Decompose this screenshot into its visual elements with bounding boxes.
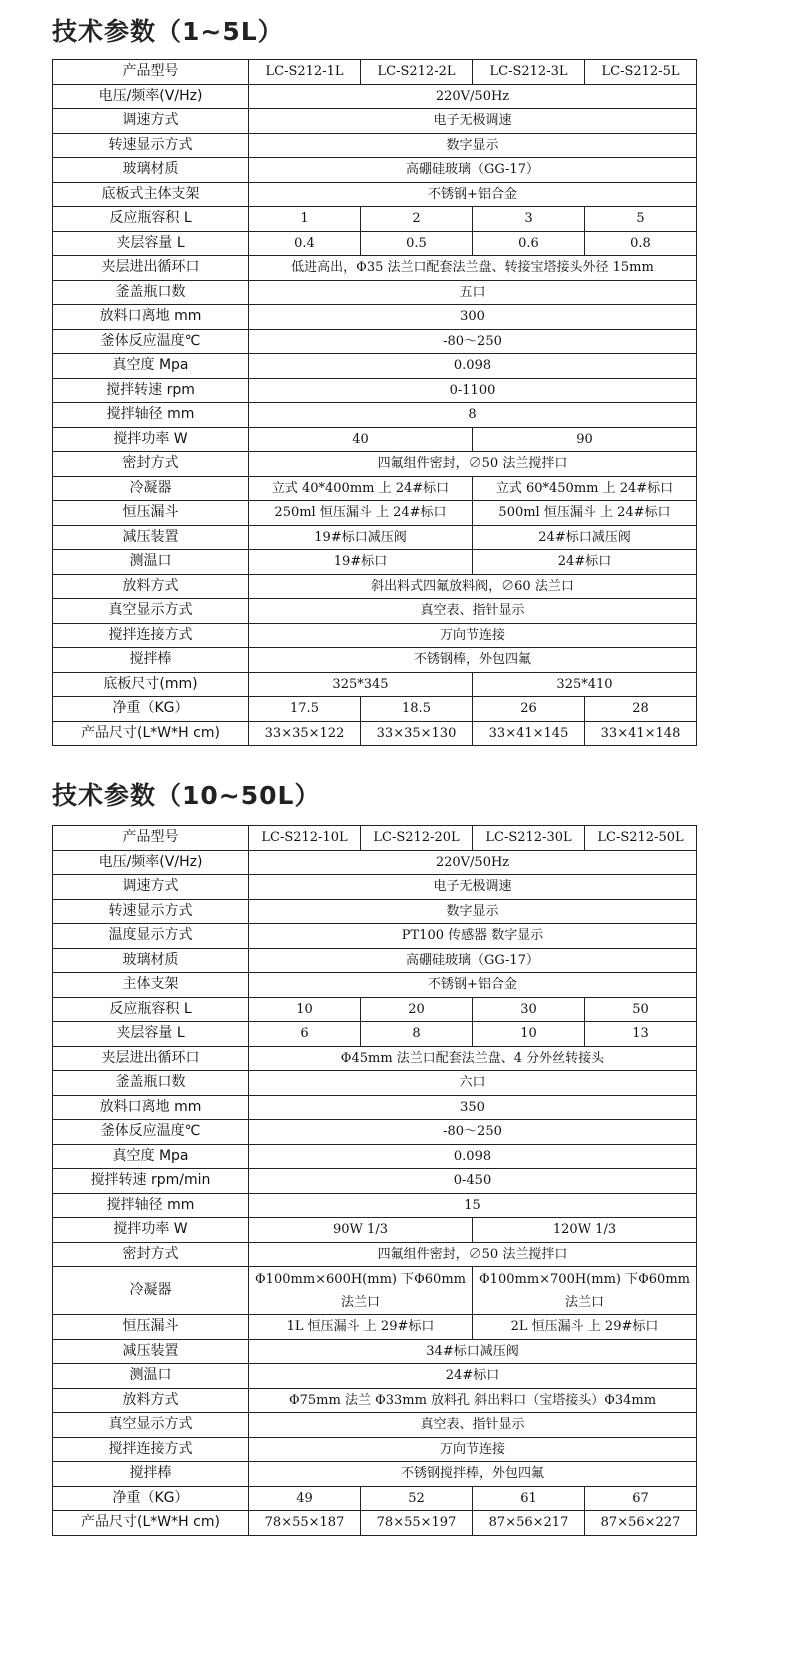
table-row [53,109,697,134]
table-row [53,1144,697,1169]
table-row [53,60,697,85]
cell-value: 50 [585,997,697,1022]
table-row [53,280,697,305]
row-label: 电压/频率(V/Hz) [53,84,249,109]
row-label: 真空显示方式 [53,599,249,624]
row-label: 底板尺寸(mm) [53,672,249,697]
cell-value: 24#标口减压阀 [473,525,697,550]
cell-value: 30 [473,997,585,1022]
cell-value: 1 [249,207,361,232]
cell-value: 数字显示 [249,133,697,158]
cell-value: 49 [249,1486,361,1511]
cell-value: 0.5 [361,231,473,256]
table-row [53,623,697,648]
row-label: 放料口离地 mm [53,305,249,330]
cell-value: 0-1100 [249,378,697,403]
row-label: 冷凝器 [53,1267,249,1315]
table-row [53,1046,697,1071]
cell-value: 13 [585,1022,697,1047]
row-label: 主体支架 [53,973,249,998]
cell-value: 67 [585,1486,697,1511]
cell-value: 0-450 [249,1169,697,1194]
cell-value: 34#标口减压阀 [249,1339,697,1364]
cell-value: 78×55×197 [361,1511,473,1536]
row-label: 搅拌棒 [53,1462,249,1487]
table-row [53,924,697,949]
cell-value: 不锈钢搅拌棒，外包四氟 [249,1462,697,1487]
table-row [53,501,697,526]
cell-value: 真空表、指针显示 [249,1413,697,1438]
table-row [53,1511,697,1536]
row-label: 恒压漏斗 [53,501,249,526]
table-row [53,948,697,973]
cell-value: 2L 恒压漏斗 上 29#标口 [473,1315,697,1340]
cell-value: LC-S212-1L [249,60,361,85]
cell-value: 立式 40*400mm 上 24#标口 [249,476,473,501]
cell-value: 15 [249,1193,697,1218]
cell-value: 17.5 [249,697,361,722]
row-label: 产品型号 [53,60,249,85]
spec-table-1-5l [52,59,697,746]
table-row [53,826,697,851]
cell-value: Φ100mm×700H(mm) 下Φ60mm 法兰口 [473,1267,697,1315]
cell-value: 四氟组件密封，∅50 法兰搅拌口 [249,452,697,477]
cell-value: 0.8 [585,231,697,256]
table-row [53,721,697,746]
table-row [53,1413,697,1438]
table-row [53,875,697,900]
row-label: 夹层进出循环口 [53,1046,249,1071]
cell-value: 24#标口 [249,1364,697,1389]
cell-value: 立式 60*450mm 上 24#标口 [473,476,697,501]
row-label: 搅拌功率 W [53,427,249,452]
cell-value: 24#标口 [473,550,697,575]
table-row [53,158,697,183]
cell-value: 5 [585,207,697,232]
row-label: 密封方式 [53,1242,249,1267]
cell-value: 万向节连接 [249,1437,697,1462]
cell-value: 350 [249,1095,697,1120]
cell-value: 18.5 [361,697,473,722]
cell-value: LC-S212-30L [473,826,585,851]
table-row [53,899,697,924]
table-row [53,403,697,428]
row-label: 夹层容量 L [53,231,249,256]
row-label: 搅拌转速 rpm [53,378,249,403]
cell-value: -80～250 [249,1120,697,1145]
row-label: 玻璃材质 [53,158,249,183]
row-label: 搅拌棒 [53,648,249,673]
cell-value: 高硼硅玻璃（GG-17） [249,158,697,183]
table-row [53,329,697,354]
row-label: 真空度 Mpa [53,1144,249,1169]
row-label: 搅拌连接方式 [53,1437,249,1462]
table-row [53,1218,697,1243]
cell-value: 300 [249,305,697,330]
table-row [53,672,697,697]
cell-value: 325*410 [473,672,697,697]
table-row [53,378,697,403]
row-label: 调速方式 [53,109,249,134]
cell-value: 220V/50Hz [249,850,697,875]
row-label: 密封方式 [53,452,249,477]
cell-value: Φ45mm 法兰口配套法兰盘、4 分外丝转接头 [249,1046,697,1071]
cell-value: 10 [473,1022,585,1047]
table-row [53,231,697,256]
cell-value: 3 [473,207,585,232]
section-title-1-5l: 技术参数（1~5L） [52,17,284,46]
cell-value: 五口 [249,280,697,305]
cell-value: 斜出料式四氟放料阀，∅60 法兰口 [249,574,697,599]
table-row [53,305,697,330]
table-row [53,1193,697,1218]
row-label: 产品尺寸(L*W*H cm) [53,1511,249,1536]
row-label: 测温口 [53,550,249,575]
cell-value: 高硼硅玻璃（GG-17） [249,948,697,973]
row-label: 搅拌转速 rpm/min [53,1169,249,1194]
row-label: 搅拌连接方式 [53,623,249,648]
cell-value: 325*345 [249,672,473,697]
table-row [53,84,697,109]
spec-table-10-50l [52,825,697,1536]
cell-value: 四氟组件密封，∅50 法兰搅拌口 [249,1242,697,1267]
cell-value: 33×35×122 [249,721,361,746]
cell-value: 10 [249,997,361,1022]
cell-value: 250ml 恒压漏斗 上 24#标口 [249,501,473,526]
row-label: 放料口离地 mm [53,1095,249,1120]
table-row [53,1242,697,1267]
cell-value: LC-S212-10L [249,826,361,851]
table-row [53,452,697,477]
cell-value: 1L 恒压漏斗 上 29#标口 [249,1315,473,1340]
cell-value: 220V/50Hz [249,84,697,109]
table-row [53,997,697,1022]
cell-value: 六口 [249,1071,697,1096]
table-row [53,648,697,673]
cell-value: 90W 1/3 [249,1218,473,1243]
row-label: 真空度 Mpa [53,354,249,379]
cell-value: 33×35×130 [361,721,473,746]
cell-value: 19#标口 [249,550,473,575]
cell-value: 61 [473,1486,585,1511]
cell-value: LC-S212-2L [361,60,473,85]
table-row [53,1315,697,1340]
cell-value: 不锈钢棒，外包四氟 [249,648,697,673]
row-label: 釜体反应温度℃ [53,1120,249,1145]
row-label: 玻璃材质 [53,948,249,973]
row-label: 恒压漏斗 [53,1315,249,1340]
row-label: 搅拌轴径 mm [53,1193,249,1218]
row-label: 放料方式 [53,1388,249,1413]
row-label: 转速显示方式 [53,899,249,924]
cell-value: 8 [249,403,697,428]
cell-value: 120W 1/3 [473,1218,697,1243]
row-label: 反应瓶容积 L [53,207,249,232]
cell-value: 90 [473,427,697,452]
table-row [53,525,697,550]
table-row [53,1339,697,1364]
row-label: 减压装置 [53,525,249,550]
table-row [53,850,697,875]
cell-value: 数字显示 [249,899,697,924]
row-label: 搅拌轴径 mm [53,403,249,428]
row-label: 夹层容量 L [53,1022,249,1047]
row-label: 净重（KG） [53,1486,249,1511]
cell-value: 20 [361,997,473,1022]
cell-value: 87×56×227 [585,1511,697,1536]
table-row [53,1169,697,1194]
row-label: 产品型号 [53,826,249,851]
row-label: 真空显示方式 [53,1413,249,1438]
cell-value: LC-S212-5L [585,60,697,85]
table-row [53,1486,697,1511]
cell-value: 2 [361,207,473,232]
row-label: 减压装置 [53,1339,249,1364]
cell-value: 6 [249,1022,361,1047]
table-row [53,1071,697,1096]
row-label: 温度显示方式 [53,924,249,949]
cell-value: 0.6 [473,231,585,256]
table-row [53,1462,697,1487]
cell-value: PT100 传感器 数字显示 [249,924,697,949]
table-row [53,1022,697,1047]
table-row [53,550,697,575]
cell-value: 低进高出，Φ35 法兰口配套法兰盘、转接宝塔接头外径 15mm [249,256,697,281]
row-label: 釜盖瓶口数 [53,1071,249,1096]
cell-value: 万向节连接 [249,623,697,648]
row-label: 放料方式 [53,574,249,599]
cell-value: Φ100mm×600H(mm) 下Φ60mm 法兰口 [249,1267,473,1315]
table-row [53,1267,697,1315]
cell-value: 0.4 [249,231,361,256]
row-label: 调速方式 [53,875,249,900]
row-label: 反应瓶容积 L [53,997,249,1022]
table-row [53,182,697,207]
cell-value: 8 [361,1022,473,1047]
row-label: 搅拌功率 W [53,1218,249,1243]
table-row [53,1437,697,1462]
cell-value: -80～250 [249,329,697,354]
table-row [53,1120,697,1145]
cell-value: 78×55×187 [249,1511,361,1536]
section-title-10-50l: 技术参数（10~50L） [52,781,321,810]
cell-value: 不锈钢+铝合金 [249,973,697,998]
table-row [53,1388,697,1413]
table-row [53,697,697,722]
row-label: 底板式主体支架 [53,182,249,207]
row-label: 测温口 [53,1364,249,1389]
cell-value: 0.098 [249,1144,697,1169]
row-label: 电压/频率(V/Hz) [53,850,249,875]
cell-value: 500ml 恒压漏斗 上 24#标口 [473,501,697,526]
cell-value: 87×56×217 [473,1511,585,1536]
row-label: 釜体反应温度℃ [53,329,249,354]
table-row [53,476,697,501]
row-label: 净重（KG） [53,697,249,722]
table-row [53,574,697,599]
cell-value: 28 [585,697,697,722]
cell-value: LC-S212-3L [473,60,585,85]
table-row [53,427,697,452]
row-label: 夹层进出循环口 [53,256,249,281]
table-row [53,256,697,281]
cell-value: 40 [249,427,473,452]
cell-value: 电子无极调速 [249,875,697,900]
cell-value: 26 [473,697,585,722]
cell-value: 19#标口减压阀 [249,525,473,550]
table-row [53,354,697,379]
cell-value: 52 [361,1486,473,1511]
table-row [53,133,697,158]
cell-value: 33×41×145 [473,721,585,746]
table-row [53,1095,697,1120]
cell-value: LC-S212-50L [585,826,697,851]
row-label: 冷凝器 [53,476,249,501]
table-row [53,207,697,232]
cell-value: 电子无极调速 [249,109,697,134]
cell-value: 33×41×148 [585,721,697,746]
cell-value: Φ75mm 法兰 Φ33mm 放料孔 斜出料口（宝塔接头）Φ34mm [249,1388,697,1413]
cell-value: 真空表、指针显示 [249,599,697,624]
cell-value: 0.098 [249,354,697,379]
table-row [53,1364,697,1389]
row-label: 产品尺寸(L*W*H cm) [53,721,249,746]
cell-value: 不锈钢+铝合金 [249,182,697,207]
row-label: 釜盖瓶口数 [53,280,249,305]
table-row [53,973,697,998]
table-row [53,599,697,624]
row-label: 转速显示方式 [53,133,249,158]
cell-value: LC-S212-20L [361,826,473,851]
